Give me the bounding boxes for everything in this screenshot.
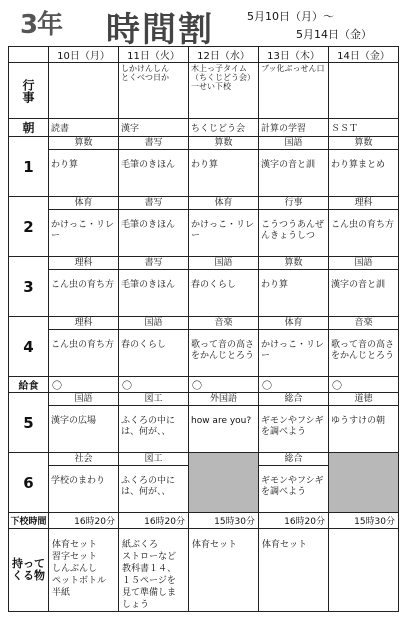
event-cell: ブッ化ぶっせん口 bbox=[259, 63, 329, 119]
morning-cell: 読書 bbox=[49, 119, 119, 137]
lesson: 毛筆のきほん bbox=[121, 280, 176, 290]
row-label-items: 持ってくる物 bbox=[9, 529, 49, 612]
lesson-cell bbox=[49, 317, 119, 377]
row-label-events: 行事 bbox=[9, 63, 49, 119]
period-row bbox=[9, 197, 399, 257]
lesson-cell bbox=[119, 137, 189, 197]
lesson-cell bbox=[259, 453, 329, 513]
period-row bbox=[9, 257, 399, 317]
lesson: こうつうあんぜんきょうしつ bbox=[261, 220, 325, 241]
lunch-cell: 〇 bbox=[119, 377, 189, 393]
lesson-cell bbox=[189, 317, 259, 377]
lesson-cell bbox=[329, 257, 399, 317]
items-cell bbox=[329, 529, 399, 612]
row-label-lunch: 給食 bbox=[9, 377, 49, 393]
grade-label: 3年 bbox=[20, 10, 63, 40]
lunch-cell: 〇 bbox=[49, 377, 119, 393]
lesson: 学校のまわり bbox=[51, 476, 106, 486]
lunch-cell: 〇 bbox=[329, 377, 399, 393]
event-cell bbox=[329, 63, 399, 119]
lesson-cell bbox=[329, 393, 399, 453]
subject: 理科 bbox=[49, 317, 118, 330]
subject: 算数 bbox=[329, 137, 398, 150]
subject: 算数 bbox=[259, 257, 328, 270]
lesson-cell-empty bbox=[189, 453, 259, 513]
event-cell bbox=[49, 63, 119, 119]
lesson-cell bbox=[119, 197, 189, 257]
lesson: わり算まとめ bbox=[331, 160, 386, 170]
lesson-cell bbox=[259, 257, 329, 317]
lesson: こん虫の育ち方 bbox=[331, 220, 395, 230]
lesson: ゆうすけの朝 bbox=[331, 416, 386, 426]
lesson: how are you? bbox=[191, 416, 252, 426]
period-label: 6 bbox=[9, 453, 49, 513]
header bbox=[0, 0, 408, 50]
period-label: 2 bbox=[9, 197, 49, 257]
lesson: わり算 bbox=[261, 280, 289, 290]
lesson-cell bbox=[119, 317, 189, 377]
lesson: かけっこ・リレー bbox=[261, 340, 325, 361]
items-cell: 体育セット bbox=[189, 529, 259, 612]
date-range-start: 5月10日（月）～ bbox=[247, 10, 334, 23]
items-row bbox=[9, 529, 399, 612]
lesson: ふくろの中には、何が、、 bbox=[121, 416, 176, 437]
subject: 理科 bbox=[49, 257, 118, 270]
lesson: かけっこ・リレー bbox=[51, 220, 115, 241]
subject: 総合 bbox=[259, 453, 328, 466]
dismissal-cell: 16時20分 bbox=[49, 513, 119, 529]
subject: 図工 bbox=[119, 453, 188, 466]
dismissal-row bbox=[9, 513, 399, 529]
morning-row bbox=[9, 119, 399, 137]
dismissal-cell: 16時20分 bbox=[119, 513, 189, 529]
lunch-cell: 〇 bbox=[189, 377, 259, 393]
lesson: 漢字の音と訓 bbox=[331, 280, 386, 290]
lesson-cell bbox=[189, 137, 259, 197]
lesson: 毛筆のきほん bbox=[121, 160, 176, 170]
subject: 算数 bbox=[49, 137, 118, 150]
morning-cell: ちくじどう会 bbox=[189, 119, 259, 137]
lesson: 春のくらし bbox=[191, 280, 237, 290]
subject: 理科 bbox=[329, 197, 398, 210]
lesson: 漢字の広場 bbox=[51, 416, 97, 426]
day-header: 10日（月） bbox=[49, 47, 119, 63]
lesson-cell bbox=[329, 197, 399, 257]
lesson-cell bbox=[189, 257, 259, 317]
lesson-cell bbox=[119, 453, 189, 513]
subject: 外国語 bbox=[189, 393, 258, 406]
lesson-cell bbox=[49, 257, 119, 317]
lesson-cell bbox=[329, 137, 399, 197]
row-label-dismissal: 下校時間 bbox=[9, 513, 49, 529]
event-cell: しかけんしん とくべつ日か bbox=[119, 63, 189, 119]
lesson: こん虫の育ち方 bbox=[51, 340, 115, 350]
subject: 国語 bbox=[329, 257, 398, 270]
subject: 体育 bbox=[259, 317, 328, 330]
lesson-cell bbox=[49, 197, 119, 257]
lesson-cell bbox=[119, 393, 189, 453]
period-row bbox=[9, 453, 399, 513]
morning-cell: 漢字 bbox=[119, 119, 189, 137]
lesson: ふくろの中には、何が、、 bbox=[121, 476, 176, 497]
period-row bbox=[9, 393, 399, 453]
subject: 国語 bbox=[189, 257, 258, 270]
lesson-cell bbox=[189, 197, 259, 257]
morning-cell: 計算の学習 bbox=[259, 119, 329, 137]
lesson: わり算 bbox=[191, 160, 219, 170]
lesson: わり算 bbox=[51, 160, 79, 170]
lesson: こん虫の育ち方 bbox=[51, 280, 115, 290]
morning-cell: ＳＳＴ bbox=[329, 119, 399, 137]
period-label: 1 bbox=[9, 137, 49, 197]
lesson-cell bbox=[119, 257, 189, 317]
lesson-cell bbox=[49, 393, 119, 453]
lunch-cell: 〇 bbox=[259, 377, 329, 393]
lesson-cell bbox=[259, 197, 329, 257]
day-header: 14日（金） bbox=[329, 47, 399, 63]
subject: 国語 bbox=[49, 393, 118, 406]
subject: 道徳 bbox=[329, 393, 398, 406]
event-cell: 木上っ子タイム （ちくじどう会） 一せい下校 bbox=[189, 63, 259, 119]
row-label-morning: 朝 bbox=[9, 119, 49, 137]
items-cell: 体育セット 習字セット しんぶんし ペットボトル 半紙 bbox=[49, 529, 119, 612]
subject: 国語 bbox=[259, 137, 328, 150]
dismissal-cell: 15時30分 bbox=[329, 513, 399, 529]
subject: 書写 bbox=[119, 137, 188, 150]
lesson: 歌って音の高さをかんじとろう bbox=[191, 340, 255, 361]
lesson: 漢字の音と訓 bbox=[261, 160, 316, 170]
subject: 図工 bbox=[119, 393, 188, 406]
lesson-cell bbox=[49, 453, 119, 513]
dismissal-cell: 15時30分 bbox=[189, 513, 259, 529]
events-row bbox=[9, 63, 399, 119]
subject: 書写 bbox=[119, 257, 188, 270]
lesson-cell bbox=[49, 137, 119, 197]
period-label: 4 bbox=[9, 317, 49, 377]
period-row bbox=[9, 137, 399, 197]
lesson-cell bbox=[329, 317, 399, 377]
items-cell: 紙ぶくろ ストローなど 教科書１４、 １５ページを 見て準備しま しょう bbox=[119, 529, 189, 612]
subject: 体育 bbox=[189, 197, 258, 210]
lesson-cell-empty bbox=[329, 453, 399, 513]
subject: 算数 bbox=[189, 137, 258, 150]
period-label: 3 bbox=[9, 257, 49, 317]
day-header: 13日（木） bbox=[259, 47, 329, 63]
date-range-end: 5月14日（金） bbox=[296, 28, 372, 41]
subject: 行事 bbox=[259, 197, 328, 210]
subject: 音楽 bbox=[189, 317, 258, 330]
lesson: 春のくらし bbox=[121, 340, 167, 350]
day-header: 11日（火） bbox=[119, 47, 189, 63]
lesson: ギモンやフシギを調べよう bbox=[261, 476, 324, 497]
lesson: かけっこ・リレー bbox=[191, 220, 255, 241]
day-header-row bbox=[9, 47, 399, 63]
subject: 総合 bbox=[259, 393, 328, 406]
period-row bbox=[9, 317, 399, 377]
timetable bbox=[8, 46, 399, 612]
subject: 音楽 bbox=[329, 317, 398, 330]
page-title: 時間割 bbox=[106, 10, 214, 50]
day-header: 12日（水） bbox=[189, 47, 259, 63]
lesson: 毛筆のきほん bbox=[121, 220, 176, 230]
corner-cell bbox=[9, 47, 49, 63]
lesson-cell bbox=[259, 137, 329, 197]
dismissal-cell: 16時20分 bbox=[259, 513, 329, 529]
lesson: 歌って音の高さをかんじとろう bbox=[331, 340, 395, 361]
items-cell: 体育セット bbox=[259, 529, 329, 612]
subject: 書写 bbox=[119, 197, 188, 210]
subject: 社会 bbox=[49, 453, 118, 466]
lesson-cell bbox=[259, 393, 329, 453]
subject: 体育 bbox=[49, 197, 118, 210]
lesson-cell bbox=[259, 317, 329, 377]
lesson-cell bbox=[189, 393, 259, 453]
lesson: ギモンやフシギを調べよう bbox=[261, 416, 324, 437]
lunch-row bbox=[9, 377, 399, 393]
subject: 国語 bbox=[119, 317, 188, 330]
period-label: 5 bbox=[9, 393, 49, 453]
